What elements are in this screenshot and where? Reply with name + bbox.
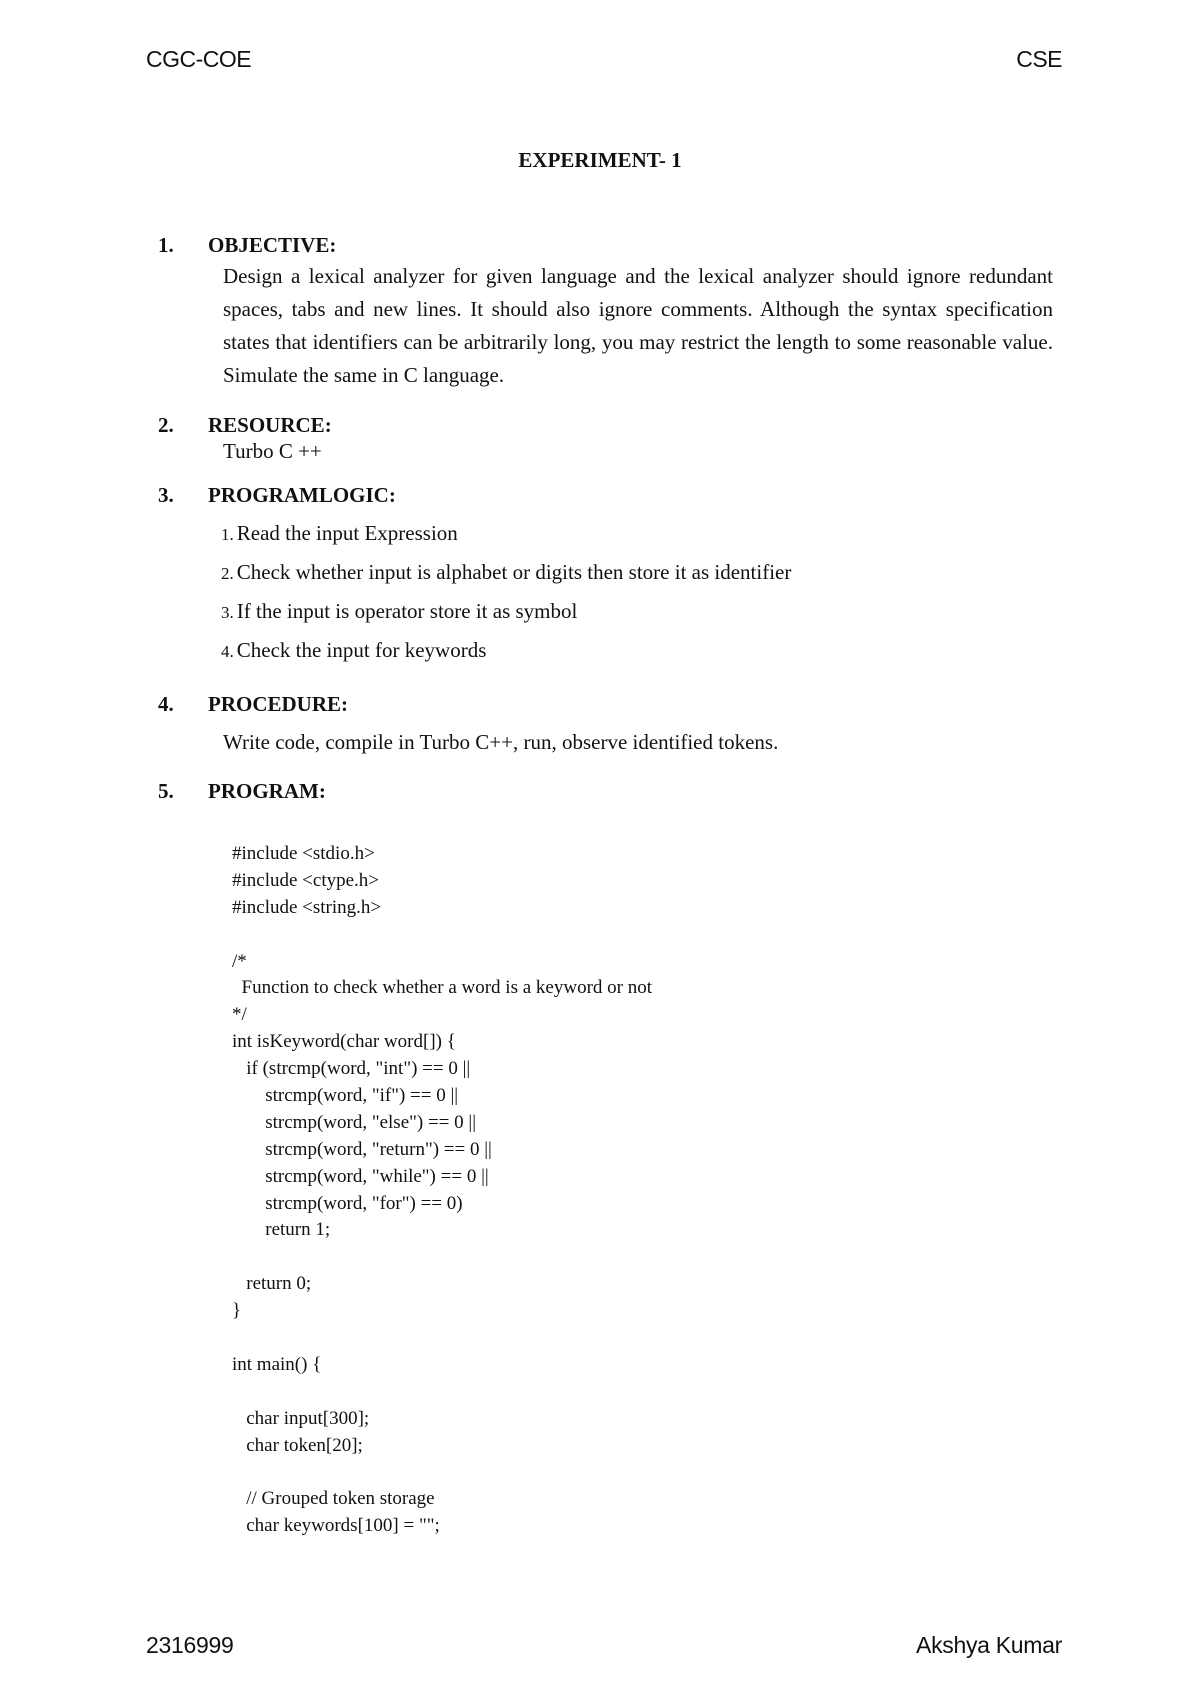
code-line (232, 1459, 652, 1486)
code-line (232, 1325, 652, 1352)
code-line: // Grouped token storage (232, 1488, 435, 1510)
code-line: strcmp(word, "return") == 0 || (232, 1138, 492, 1160)
code-line: #include <stdio.h> (232, 843, 375, 864)
code-line: strcmp(word, "else") == 0 || (232, 1111, 477, 1133)
logic-step (221, 638, 486, 663)
page-title: EXPERIMENT- 1 (518, 148, 682, 172)
footer-author-name: Akshya Kumar (916, 1632, 1062, 1658)
code-line: #include <ctype.h> (232, 869, 379, 891)
code-line: char keywords[100] = ""; (232, 1515, 440, 1537)
code-line: strcmp(word, "for") == 0) (232, 1192, 463, 1214)
header-college: CGC-COE (146, 46, 252, 72)
section-number-procedure: 4. (158, 692, 174, 716)
objective-text: Design a lexical analyzer for given language and the lexical analyzer should ignore redundant spaces, tabs and new lines. It should also ignore comments. Although the syntax specification states that identifiers can be arbitrarily long, you may restrict the length to some reasonable value. Simulate the same in C language. (223, 264, 1053, 387)
code-line: Function to check whether a word is a keyword or not (232, 977, 653, 999)
logic-step-text: Read the input Expression (236, 521, 458, 545)
section-heading-logic: PROGRAMLOGIC: (208, 483, 396, 507)
logic-step-number: 3. (221, 603, 234, 622)
logic-step-text: Check the input for keywords (236, 638, 487, 662)
logic-step-text: If the input is operator store it as symbol (236, 599, 578, 623)
code-line: return 1; (232, 1219, 331, 1241)
code-line: return 0; (232, 1273, 312, 1295)
code-line: } (232, 1300, 242, 1322)
code-line (232, 1379, 652, 1406)
code-line: /* (232, 950, 247, 972)
logic-step-number: 1. (221, 525, 234, 544)
code-line: char input[300]; (232, 1407, 370, 1429)
header-department: CSE (1016, 46, 1062, 72)
section-number-logic: 3. (158, 483, 174, 507)
code-line (232, 922, 652, 949)
section-heading-resource: RESOURCE: (208, 413, 332, 437)
section-heading-program: PROGRAM: (208, 779, 326, 803)
section-number-program: 5. (158, 779, 174, 803)
code-listing (232, 841, 652, 1540)
code-line: strcmp(word, "if") == 0 || (232, 1085, 459, 1107)
section-number-objective: 1. (158, 233, 174, 257)
logic-step (221, 599, 577, 624)
section-heading-objective: OBJECTIVE: (208, 233, 337, 257)
section-heading-procedure: PROCEDURE: (208, 692, 348, 716)
code-line: strcmp(word, "while") == 0 || (232, 1165, 489, 1187)
procedure-text: Write code, compile in Turbo C++, run, observe identified tokens. (223, 730, 779, 754)
code-line: int isKeyword(char word[]) { (232, 1031, 456, 1053)
code-line (232, 1244, 652, 1271)
logic-step (221, 560, 791, 585)
logic-step-number: 4. (221, 642, 234, 661)
code-line: */ (232, 1004, 247, 1026)
code-line: char token[20]; (232, 1434, 363, 1456)
logic-step-number: 2. (221, 564, 234, 583)
section-number-resource: 2. (158, 413, 174, 437)
logic-step (221, 521, 458, 546)
code-line: if (strcmp(word, "int") == 0 || (232, 1058, 471, 1080)
code-line: int main() { (232, 1353, 322, 1375)
footer-roll-number: 2316999 (146, 1632, 234, 1658)
logic-step-text: Check whether input is alphabet or digits then store it as identifier (236, 560, 792, 584)
code-line: #include <string.h> (232, 896, 382, 918)
resource-text: Turbo C ++ (223, 439, 322, 463)
